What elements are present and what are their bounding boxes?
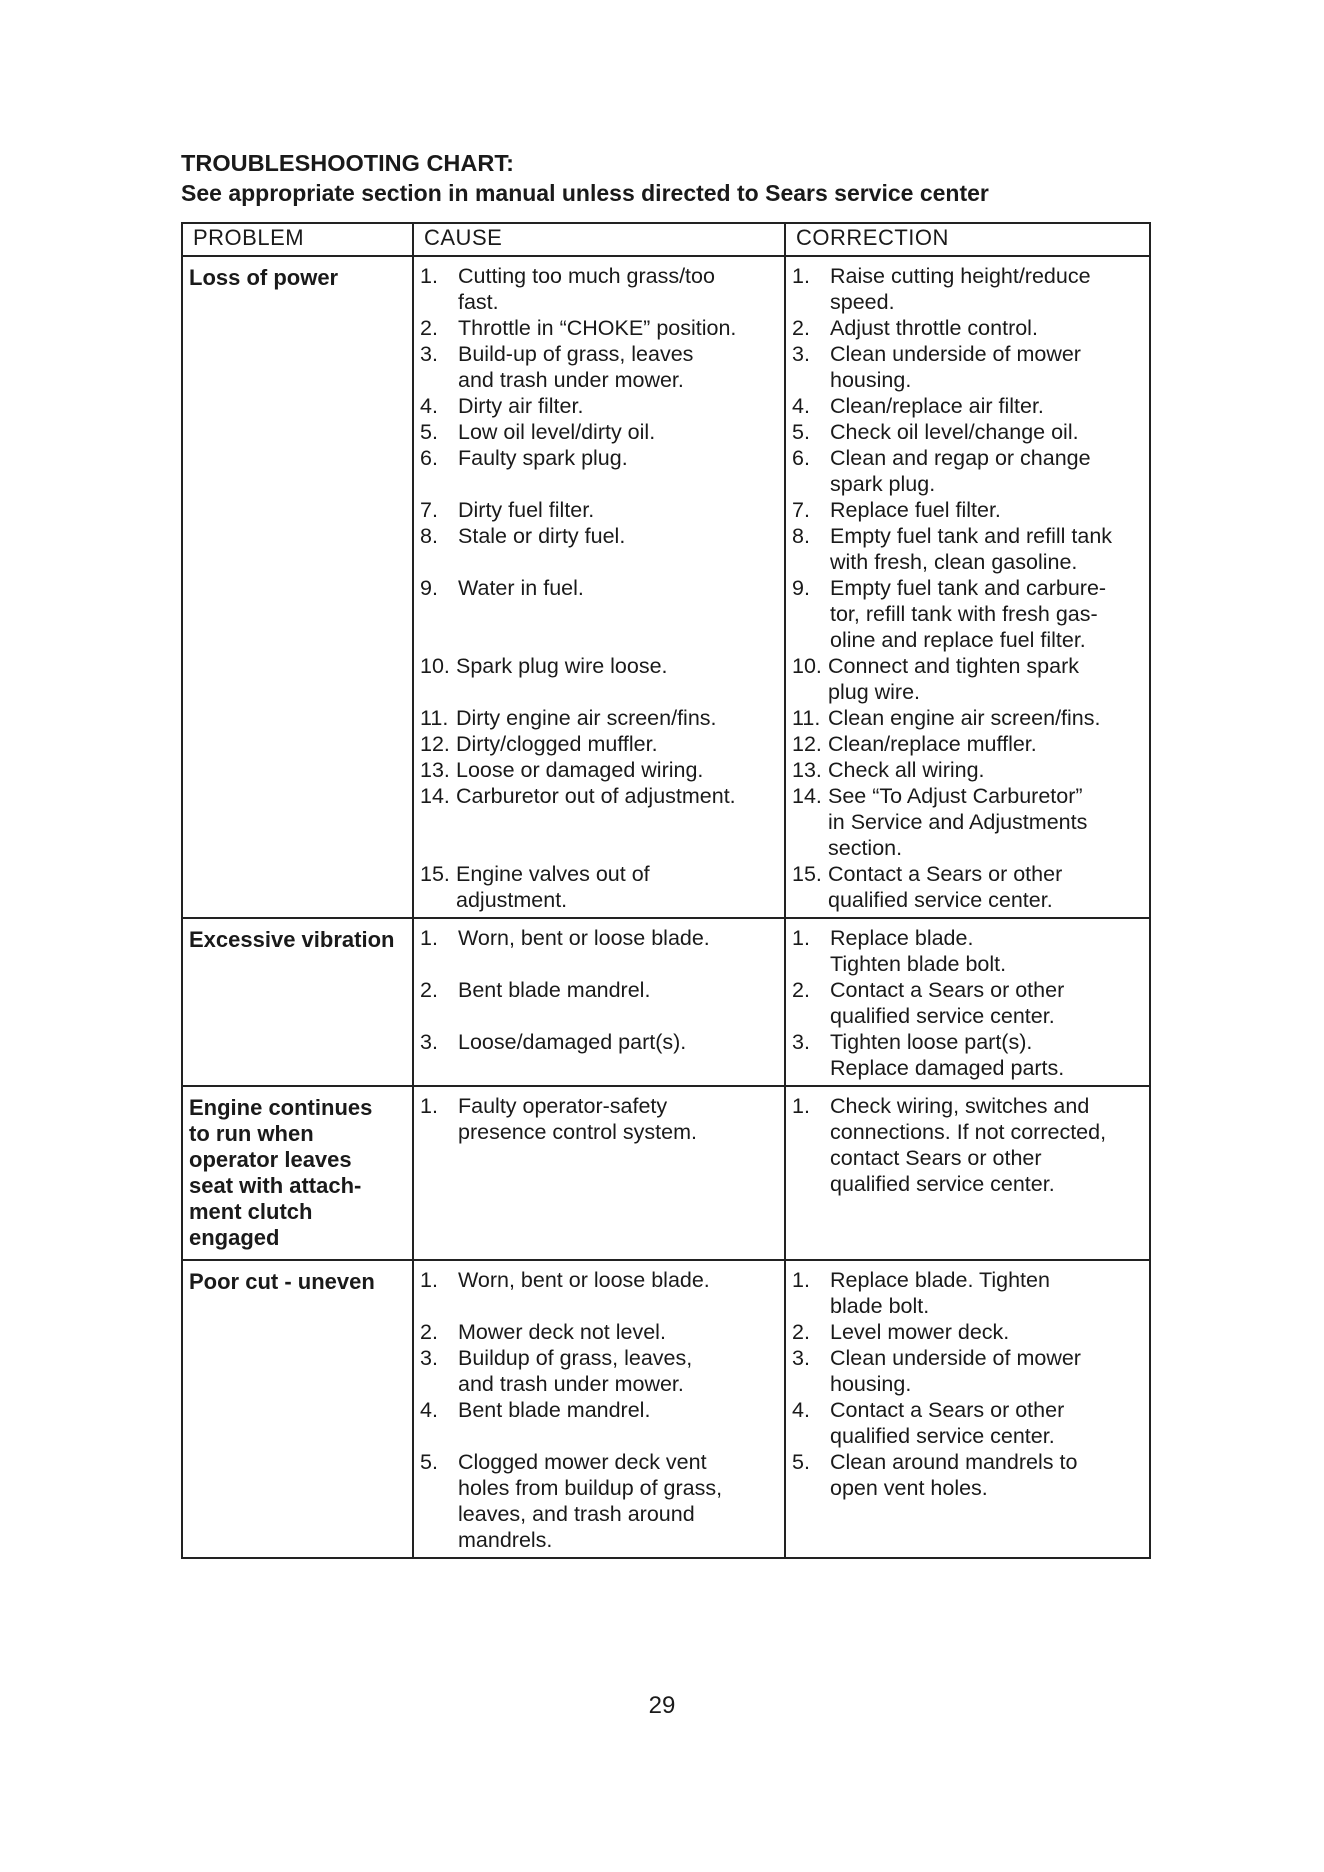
- cause-item: [420, 1093, 782, 1145]
- item-number: 5.: [792, 1450, 810, 1474]
- correction-item: [792, 977, 1147, 1029]
- correction-item: [792, 783, 1147, 861]
- item-text-line: Faulty spark plug.: [458, 446, 628, 470]
- item-number: 9.: [792, 576, 810, 600]
- item-text-line: plug wire.: [828, 680, 921, 704]
- correction-item: [792, 653, 1147, 705]
- item-number: 13.: [420, 758, 450, 782]
- item-number: 2.: [792, 316, 810, 340]
- cause-item: [420, 393, 782, 419]
- correction-list: [792, 925, 1147, 1081]
- item-text-line: Contact a Sears or other: [830, 1398, 1065, 1422]
- cause-item: [420, 653, 782, 679]
- line-spacer: [420, 601, 782, 627]
- item-text-line: Spark plug wire loose.: [456, 654, 668, 678]
- item-number: 4.: [792, 394, 810, 418]
- item-number: 1.: [792, 1094, 810, 1118]
- table-row: [182, 256, 1150, 918]
- item-text-line: Clean engine air screen/fins.: [828, 706, 1101, 730]
- item-number: 6.: [420, 446, 438, 470]
- item-text-line: Engine valves out of: [456, 862, 650, 886]
- chart-subtitle: See appropriate section in manual unless directed to Sears service center: [181, 180, 989, 206]
- item-number: 5.: [420, 420, 438, 444]
- item-number: 8.: [420, 524, 438, 548]
- cause-item: [420, 497, 782, 523]
- correction-item: [792, 731, 1147, 757]
- table-body: [182, 256, 1150, 1558]
- item-text-line: with fresh, clean gasoline.: [830, 550, 1078, 574]
- correction-cell: [785, 256, 1150, 918]
- item-text: [830, 1029, 1147, 1081]
- item-text: [830, 315, 1147, 341]
- item-number: 12.: [420, 732, 450, 756]
- troubleshooting-table: [181, 222, 1151, 1559]
- problem-line: engaged: [189, 1225, 280, 1250]
- item-text-line: housing.: [830, 368, 912, 392]
- cause-list: [420, 925, 782, 1055]
- item-text-line: Empty fuel tank and refill tank: [830, 524, 1113, 548]
- problem-line: to run when: [189, 1121, 314, 1146]
- item-text-line: Check wiring, switches and: [830, 1094, 1090, 1118]
- cause-item: [420, 419, 782, 445]
- item-text-line: contact Sears or other: [830, 1146, 1042, 1170]
- item-text: [830, 263, 1147, 315]
- item-number: 7.: [792, 498, 810, 522]
- item-text-line: Bent blade mandrel.: [458, 978, 651, 1002]
- item-text-line: Loose or damaged wiring.: [456, 758, 704, 782]
- item-number: 1.: [792, 264, 810, 288]
- item-text-line: Worn, bent or loose blade.: [458, 926, 710, 950]
- line-spacer: [420, 1293, 782, 1319]
- cause-item: [420, 1029, 782, 1055]
- cause-item: [420, 1319, 782, 1345]
- item-text-line: spark plug.: [830, 472, 936, 496]
- correction-item: [792, 925, 1147, 977]
- item-text-line: adjustment.: [456, 888, 568, 912]
- correction-list: [792, 1267, 1147, 1501]
- cause-item: [420, 757, 782, 783]
- item-text-line: Clean and regap or change: [830, 446, 1091, 470]
- item-text-line: tor, refill tank with fresh gas-: [830, 602, 1098, 626]
- line-spacer: [420, 1003, 782, 1029]
- item-text-line: Dirty/clogged muffler.: [456, 732, 658, 756]
- correction-item: [792, 263, 1147, 315]
- table-row: [182, 1086, 1150, 1260]
- item-text: [458, 1397, 782, 1423]
- item-text: [458, 341, 782, 393]
- item-text: [830, 523, 1147, 575]
- item-text-line: and trash under mower.: [458, 1372, 684, 1396]
- item-text-line: speed.: [830, 290, 895, 314]
- correction-item: [792, 1397, 1147, 1449]
- line-spacer: [420, 549, 782, 575]
- item-text-line: Throttle in “CHOKE” position.: [458, 316, 737, 340]
- item-text-line: Replace damaged parts.: [830, 1056, 1065, 1080]
- item-text-line: Tighten loose part(s).: [830, 1030, 1033, 1054]
- item-number: 13.: [792, 758, 822, 782]
- item-text: [458, 263, 782, 315]
- item-number: 11.: [792, 706, 821, 730]
- problem-text: Excessive vibration: [189, 927, 395, 952]
- item-text: [828, 757, 1147, 783]
- correction-cell: [785, 918, 1150, 1086]
- line-spacer: [420, 835, 782, 861]
- correction-item: [792, 705, 1147, 731]
- item-text: [830, 1449, 1147, 1501]
- item-text: [828, 705, 1147, 731]
- line-spacer: [420, 809, 782, 835]
- item-text-line: fast.: [458, 290, 499, 314]
- item-number: 1.: [792, 1268, 810, 1292]
- item-number: 3.: [420, 342, 438, 366]
- item-text-line: Cutting too much grass/too: [458, 264, 715, 288]
- item-number: 14.: [792, 784, 822, 808]
- cause-item: [420, 341, 782, 393]
- item-number: 4.: [420, 1398, 438, 1422]
- item-text-line: Water in fuel.: [458, 576, 584, 600]
- item-text: [458, 445, 782, 471]
- correction-item: [792, 1449, 1147, 1501]
- item-text-line: housing.: [830, 1372, 912, 1396]
- item-text-line: open vent holes.: [830, 1476, 988, 1500]
- item-text: [458, 1029, 782, 1055]
- item-text-line: Dirty engine air screen/fins.: [456, 706, 717, 730]
- cause-item: [420, 977, 782, 1003]
- item-text-line: Clean underside of mower: [830, 1346, 1081, 1370]
- item-number: 7.: [420, 498, 438, 522]
- cause-cell: [413, 256, 785, 918]
- problem-cell: [182, 1260, 413, 1558]
- cause-item: [420, 523, 782, 549]
- item-text: [458, 575, 782, 601]
- item-text: [828, 783, 1147, 861]
- cause-item: [420, 575, 782, 601]
- cause-list: [420, 1093, 782, 1145]
- correction-item: [792, 315, 1147, 341]
- page-number: 29: [648, 1692, 676, 1719]
- item-text-line: Replace blade. Tighten: [830, 1268, 1050, 1292]
- item-number: 3.: [792, 1030, 810, 1054]
- item-number: 1.: [792, 926, 810, 950]
- problem-cell: [182, 1086, 413, 1260]
- cause-item: [420, 705, 782, 731]
- cause-item: [420, 783, 782, 809]
- item-text-line: Carburetor out of adjustment.: [456, 784, 736, 808]
- item-number: 15.: [792, 862, 822, 886]
- item-text: [830, 419, 1147, 445]
- line-spacer: [420, 471, 782, 497]
- item-text-line: Connect and tighten spark: [828, 654, 1079, 678]
- item-text: [458, 1345, 782, 1397]
- item-text: [456, 861, 782, 913]
- problem-line: Engine continues: [189, 1095, 373, 1120]
- item-number: 11.: [420, 706, 449, 730]
- item-text-line: Clogged mower deck vent: [458, 1450, 707, 1474]
- item-text: [458, 925, 782, 951]
- cause-item: [420, 315, 782, 341]
- correction-item: [792, 757, 1147, 783]
- item-number: 5.: [420, 1450, 438, 1474]
- cause-item: [420, 1397, 782, 1423]
- item-text-line: qualified service center.: [830, 1004, 1055, 1028]
- item-text-line: section.: [828, 836, 903, 860]
- item-text: [828, 653, 1147, 705]
- table-row: [182, 918, 1150, 1086]
- item-text-line: Replace blade.: [830, 926, 974, 950]
- item-text: [458, 1093, 782, 1145]
- correction-item: [792, 861, 1147, 913]
- item-text-line: Dirty fuel filter.: [458, 498, 595, 522]
- correction-list: [792, 1093, 1147, 1197]
- item-text-line: Clean/replace muffler.: [828, 732, 1037, 756]
- item-text-line: holes from buildup of grass,: [458, 1476, 723, 1500]
- correction-item: [792, 1345, 1147, 1397]
- item-text: [458, 1449, 782, 1553]
- table-row: [182, 1260, 1150, 1558]
- item-text-line: qualified service center.: [828, 888, 1053, 912]
- item-number: 12.: [792, 732, 822, 756]
- cause-item: [420, 1345, 782, 1397]
- correction-item: [792, 1093, 1147, 1197]
- problem-cell: [182, 256, 413, 918]
- item-text-line: Empty fuel tank and carbure-: [830, 576, 1107, 600]
- correction-item: [792, 497, 1147, 523]
- cause-list: [420, 1267, 782, 1553]
- item-text: [458, 497, 782, 523]
- item-number: 2.: [420, 1320, 438, 1344]
- item-text: [830, 1319, 1147, 1345]
- item-text-line: Loose/damaged part(s).: [458, 1030, 687, 1054]
- problem-cell: [182, 918, 413, 1086]
- correction-item: [792, 419, 1147, 445]
- item-text-line: Clean around mandrels to: [830, 1450, 1078, 1474]
- item-text-line: leaves, and trash around: [458, 1502, 695, 1526]
- item-number: 8.: [792, 524, 810, 548]
- item-number: 4.: [420, 394, 438, 418]
- item-text-line: in Service and Adjustments: [828, 810, 1088, 834]
- cause-item: [420, 861, 782, 913]
- item-text-line: Bent blade mandrel.: [458, 1398, 651, 1422]
- problem-line: ment clutch: [189, 1199, 313, 1224]
- item-text-line: Clean/replace air filter.: [830, 394, 1044, 418]
- item-text: [458, 1267, 782, 1293]
- problem-text: Loss of power: [189, 265, 339, 290]
- line-spacer: [420, 951, 782, 977]
- item-text: [830, 977, 1147, 1029]
- item-text-line: presence control system.: [458, 1120, 697, 1144]
- correction-item: [792, 1029, 1147, 1081]
- item-text-line: Mower deck not level.: [458, 1320, 666, 1344]
- cause-item: [420, 925, 782, 951]
- problem-line: operator leaves: [189, 1147, 352, 1172]
- item-text: [458, 315, 782, 341]
- cause-item: [420, 263, 782, 315]
- item-number: 6.: [792, 446, 810, 470]
- item-number: 1.: [420, 1268, 438, 1292]
- item-number: 5.: [792, 420, 810, 444]
- item-number: 1.: [420, 264, 438, 288]
- item-text-line: and trash under mower.: [458, 368, 684, 392]
- correction-item: [792, 575, 1147, 653]
- correction-cell: [785, 1086, 1150, 1260]
- cause-item: [420, 1267, 782, 1293]
- item-text: [456, 731, 782, 757]
- item-number: 2.: [420, 978, 438, 1002]
- correction-item: [792, 393, 1147, 419]
- problem-text: Poor cut - uneven: [189, 1269, 375, 1294]
- item-text-line: Raise cutting height/reduce: [830, 264, 1091, 288]
- item-text: [830, 1267, 1147, 1319]
- item-text: [830, 575, 1147, 653]
- item-number: 3.: [792, 342, 810, 366]
- item-text: [828, 731, 1147, 757]
- item-text: [456, 705, 782, 731]
- item-number: 2.: [792, 1320, 810, 1344]
- cause-item: [420, 731, 782, 757]
- item-number: 4.: [792, 1398, 810, 1422]
- item-text: [458, 393, 782, 419]
- item-text: [456, 783, 782, 809]
- item-text-line: blade bolt.: [830, 1294, 930, 1318]
- item-text: [830, 497, 1147, 523]
- item-number: 1.: [420, 926, 438, 950]
- item-text-line: qualified service center.: [830, 1424, 1055, 1448]
- item-number: 10.: [792, 654, 822, 678]
- item-number: 14.: [420, 784, 450, 808]
- item-number: 10.: [420, 654, 450, 678]
- correction-list: [792, 263, 1147, 913]
- column-header-problem: PROBLEM: [182, 223, 413, 256]
- problem-line: seat with attach-: [189, 1173, 362, 1198]
- item-text-line: Adjust throttle control.: [830, 316, 1038, 340]
- item-text: [830, 445, 1147, 497]
- item-text: [458, 419, 782, 445]
- item-text-line: Clean underside of mower: [830, 342, 1081, 366]
- item-text: [830, 1345, 1147, 1397]
- correction-item: [792, 1319, 1147, 1345]
- item-text-line: qualified service center.: [830, 1172, 1055, 1196]
- column-header-cause: CAUSE: [413, 223, 785, 256]
- item-text-line: See “To Adjust Carburetor”: [828, 784, 1083, 808]
- item-text-line: connections. If not corrected,: [830, 1120, 1107, 1144]
- item-text: [456, 653, 782, 679]
- item-text-line: Check all wiring.: [828, 758, 985, 782]
- correction-cell: [785, 1260, 1150, 1558]
- item-text-line: Buildup of grass, leaves,: [458, 1346, 693, 1370]
- line-spacer: [420, 627, 782, 653]
- chart-title: TROUBLESHOOTING CHART:: [181, 150, 514, 176]
- item-number: 3.: [792, 1346, 810, 1370]
- item-text: [458, 1319, 782, 1345]
- item-text-line: Check oil level/change oil.: [830, 420, 1079, 444]
- item-text-line: oline and replace fuel filter.: [830, 628, 1086, 652]
- item-number: 1.: [420, 1094, 438, 1118]
- item-text-line: Dirty air filter.: [458, 394, 584, 418]
- item-text-line: Contact a Sears or other: [830, 978, 1065, 1002]
- item-text: [830, 393, 1147, 419]
- item-text: [458, 977, 782, 1003]
- line-spacer: [420, 1423, 782, 1449]
- cause-cell: [413, 918, 785, 1086]
- column-header-correction: CORRECTION: [785, 223, 1150, 256]
- page-content: [181, 148, 1149, 1559]
- item-text: [830, 925, 1147, 977]
- item-text-line: Faulty operator-safety: [458, 1094, 668, 1118]
- line-spacer: [420, 679, 782, 705]
- item-text-line: Low oil level/dirty oil.: [458, 420, 656, 444]
- table-header-row: [182, 223, 1150, 256]
- item-number: 2.: [792, 978, 810, 1002]
- item-text: [458, 523, 782, 549]
- cause-item: [420, 1449, 782, 1553]
- item-number: 3.: [420, 1346, 438, 1370]
- item-number: 15.: [420, 862, 450, 886]
- item-number: 9.: [420, 576, 438, 600]
- item-text: [828, 861, 1147, 913]
- item-text-line: mandrels.: [458, 1528, 553, 1552]
- item-text-line: Replace fuel filter.: [830, 498, 1001, 522]
- cause-cell: [413, 1086, 785, 1260]
- correction-item: [792, 341, 1147, 393]
- item-text: [830, 1093, 1147, 1197]
- item-number: 3.: [420, 1030, 438, 1054]
- item-text: [830, 1397, 1147, 1449]
- item-text-line: Worn, bent or loose blade.: [458, 1268, 710, 1292]
- item-text-line: Level mower deck.: [830, 1320, 1010, 1344]
- item-text-line: Tighten blade bolt.: [830, 952, 1007, 976]
- item-number: 2.: [420, 316, 438, 340]
- item-text: [456, 757, 782, 783]
- cause-list: [420, 263, 782, 913]
- item-text-line: Stale or dirty fuel.: [458, 524, 626, 548]
- item-text-line: Contact a Sears or other: [828, 862, 1063, 886]
- item-text-line: Build-up of grass, leaves: [458, 342, 694, 366]
- correction-item: [792, 445, 1147, 497]
- correction-item: [792, 1267, 1147, 1319]
- correction-item: [792, 523, 1147, 575]
- cause-cell: [413, 1260, 785, 1558]
- cause-item: [420, 445, 782, 471]
- item-text: [830, 341, 1147, 393]
